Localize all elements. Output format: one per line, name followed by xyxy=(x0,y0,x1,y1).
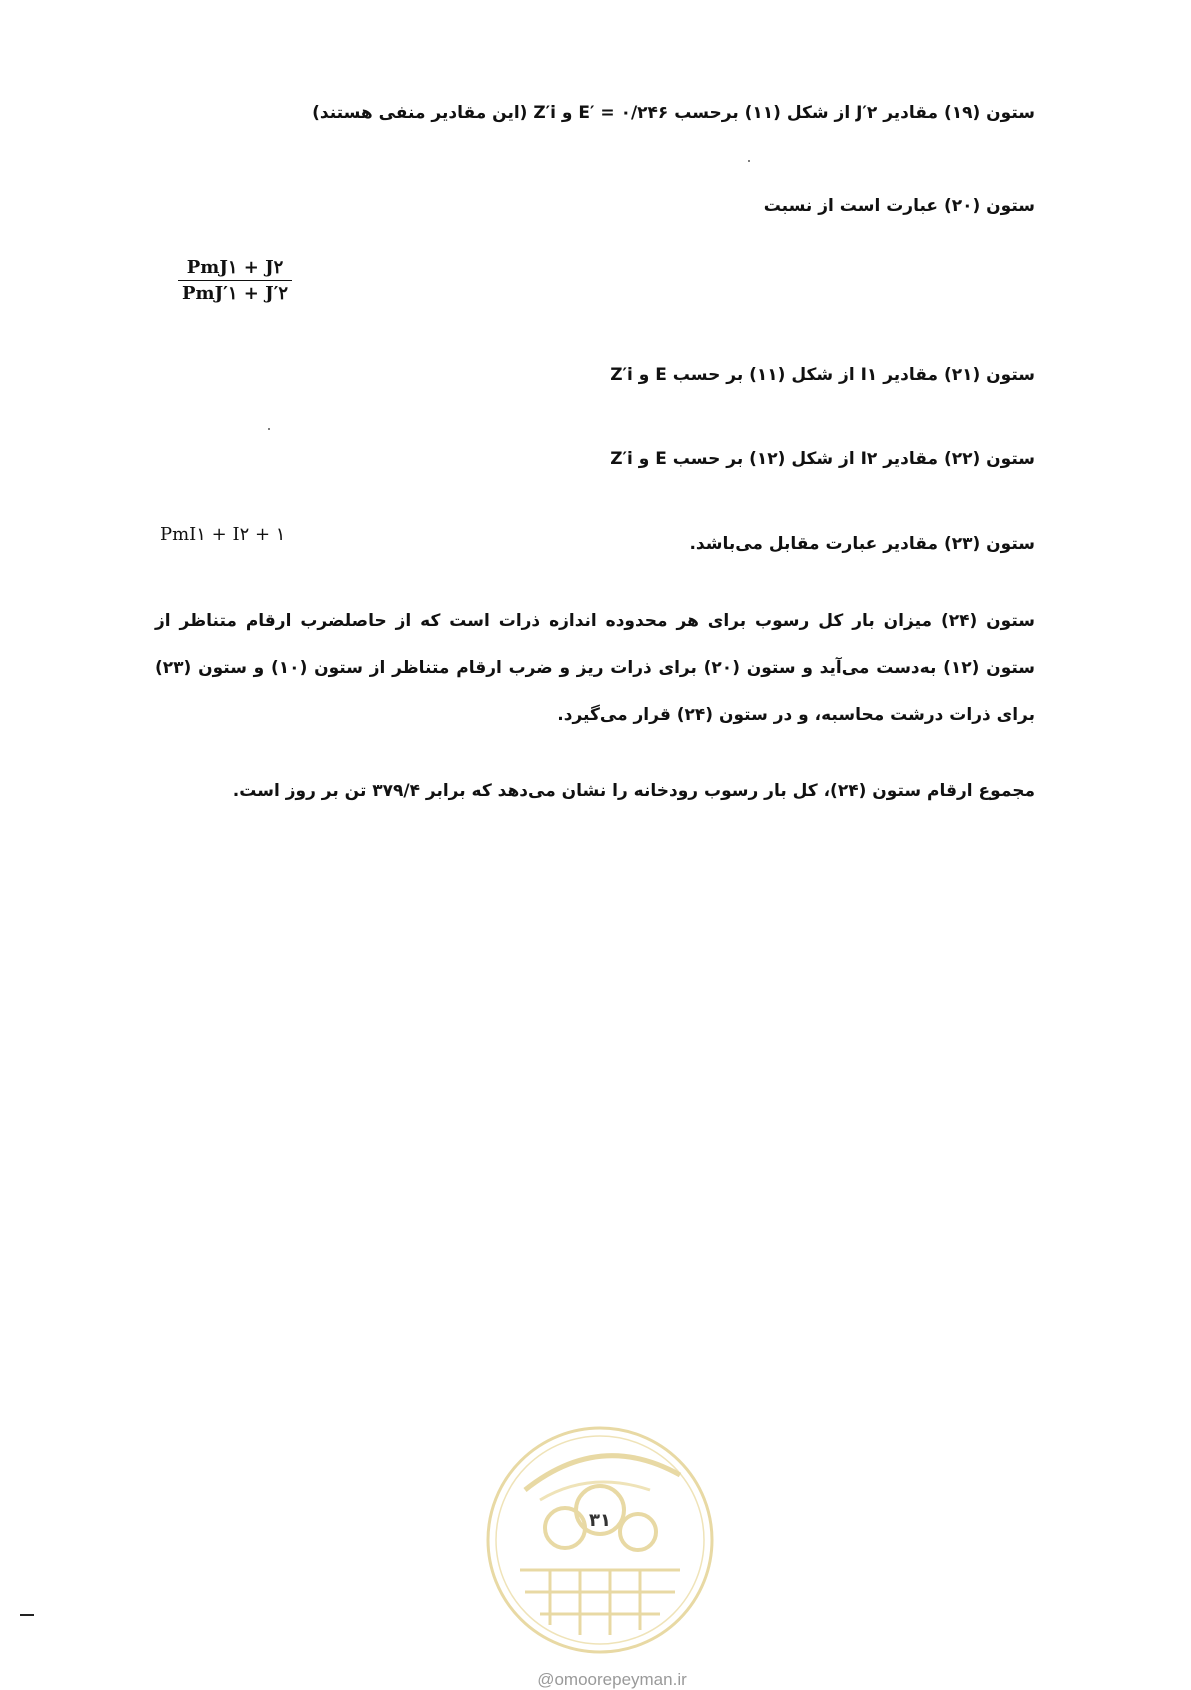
watermark-stamp xyxy=(480,1420,720,1660)
total-paragraph xyxy=(155,768,1035,815)
col22-line xyxy=(610,449,1035,469)
col22-text: ستون (۲۲) مقادیر I۲ از شکل (۱۲) بر حسب E و Z′i xyxy=(610,449,1035,469)
col24-paragraph xyxy=(155,598,1035,739)
ratio-denominator: PmJ′۱ + J′۲ xyxy=(182,283,289,304)
page-number: ۳۱ xyxy=(589,1510,611,1531)
speck xyxy=(748,160,750,162)
col23-text: ستون (۲۳) مقادیر عبارت مقابل می‌باشد. xyxy=(689,534,1035,554)
col20-text: ستون (۲۰) عبارت است از نسبت xyxy=(763,196,1035,216)
col21-line xyxy=(610,365,1035,385)
speck xyxy=(268,428,270,430)
col23-expression-text: PmI۱ + I۲ + ۱ xyxy=(160,524,286,545)
col24-text: ستون (۲۴) میزان بار کل رسوب برای هر محدوده اندازه ذرات است که از حاصلضرب ارقام متناظر از ستون (۱۲) به‌دست می‌آید و ستون (۲۰) برای ذرات ریز و ضرب ارقام متناظر از ستون (۱۰) و ستون (۲۳) برای ذرات درشت محاسبه، و در ستون (۲۴) قرار می‌گیرد. xyxy=(155,611,1036,725)
stamp-grid xyxy=(520,1570,680,1635)
col23-line xyxy=(689,534,1035,554)
ratio-formula xyxy=(178,257,292,304)
col19-line xyxy=(312,103,1035,123)
ratio-numerator: PmJ۱ + J۲ xyxy=(178,257,292,281)
total-text: مجموع ارقام ستون (۲۴)، کل بار رسوب رودخانه را نشان می‌دهد که برابر ۳۷۹/۴ تن بر روز است. xyxy=(232,781,1035,801)
stamp-outer-ring xyxy=(488,1428,712,1652)
col19-text: ستون (۱۹) مقادیر J′۲ از شکل (۱۱) برحسب E′ = ۰/۲۴۶ و Z′i (این مقادیر منفی هستند) xyxy=(312,103,1035,123)
fraction xyxy=(178,257,292,304)
col23-expression xyxy=(160,524,285,545)
margin-mark xyxy=(20,1614,34,1616)
col21-text: ستون (۲۱) مقادیر I۱ از شکل (۱۱) بر حسب E و Z′i xyxy=(610,365,1035,385)
watermark-url: @omoorepeyman.ir xyxy=(537,1670,687,1689)
col20-line xyxy=(764,196,1035,216)
